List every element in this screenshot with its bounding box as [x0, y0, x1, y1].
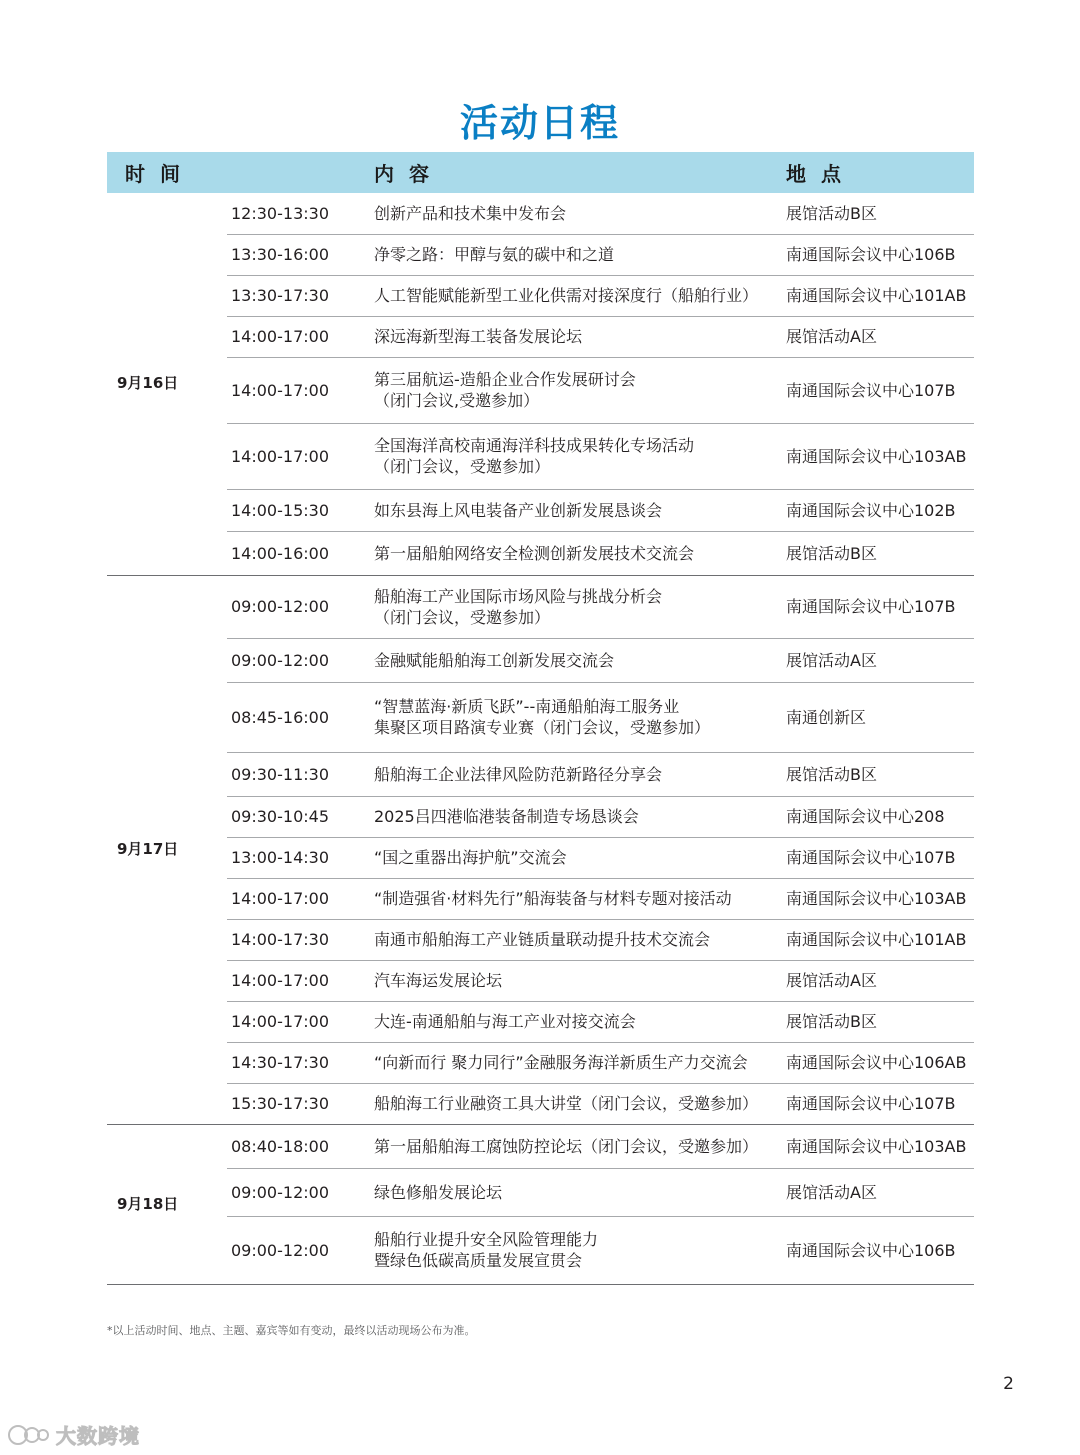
table-row: [107, 489, 974, 531]
content-cell: [362, 1042, 774, 1083]
table-row: [107, 193, 974, 234]
place-cell: 展馆活动A区: [774, 316, 974, 357]
content-cell: [362, 423, 774, 489]
table-row: [107, 1168, 974, 1216]
content-line: 2025吕四港临港装备制造专场恳谈会: [374, 807, 639, 826]
content-cell: [362, 316, 774, 357]
place-cell: 南通国际会议中心102B: [774, 489, 974, 531]
table-row: [107, 796, 974, 837]
content-cell: [362, 1001, 774, 1042]
content-line: （闭门会议，受邀参加）: [374, 607, 551, 627]
watermark-text: 大数跨境: [56, 1424, 140, 1448]
content-line: 南通市船舶海工产业链质量联动提升技术交流会: [374, 930, 711, 949]
content-cell: [362, 796, 774, 837]
table-row: [107, 837, 974, 878]
time-cell: 09:30-11:30: [227, 752, 362, 796]
place-cell: 南通创新区: [774, 682, 974, 752]
content-cell: [362, 275, 774, 316]
time-cell: 09:30-10:45: [227, 796, 362, 837]
time-cell: 09:00-12:00: [227, 638, 362, 682]
place-cell: 南通国际会议中心107B: [774, 575, 974, 638]
place-cell: 展馆活动B区: [774, 193, 974, 234]
time-cell: 13:30-17:30: [227, 275, 362, 316]
place-cell: 展馆活动B区: [774, 1001, 974, 1042]
content-line: “制造强省·材料先行”船海装备与材料专题对接活动: [374, 889, 732, 908]
place-cell: 南通国际会议中心106AB: [774, 1042, 974, 1083]
content-cell: [362, 575, 774, 638]
time-cell: 08:40-18:00: [227, 1124, 362, 1168]
content-line: 船舶海工产业国际市场风险与挑战分析会: [374, 586, 663, 606]
place-cell: 南通国际会议中心103AB: [774, 1124, 974, 1168]
content-cell: [362, 919, 774, 960]
watermark-logo-icon: [6, 1422, 50, 1448]
time-cell: 12:30-13:30: [227, 193, 362, 234]
date-cell: 9月16日: [107, 193, 227, 575]
table-row: [107, 316, 974, 357]
table-row: [107, 423, 974, 489]
time-cell: 14:00-17:00: [227, 878, 362, 919]
content-cell: [362, 682, 774, 752]
content-cell: [362, 960, 774, 1001]
time-cell: 13:00-14:30: [227, 837, 362, 878]
place-cell: 南通国际会议中心103AB: [774, 423, 974, 489]
content-line: “智慧蓝海·新质飞跃”--南通船舶海工服务业: [374, 697, 680, 716]
time-cell: 14:00-17:00: [227, 357, 362, 423]
place-cell: 南通国际会议中心106B: [774, 1216, 974, 1284]
content-line: （闭门会议,受邀参加）: [374, 391, 540, 410]
content-line: 暨绿色低碳高质量发展宣贯会: [374, 1251, 583, 1270]
time-cell: 14:30-17:30: [227, 1042, 362, 1083]
table-row: [107, 357, 974, 423]
table-row: [107, 919, 974, 960]
page-title: 活动日程: [459, 101, 620, 145]
schedule-body: [107, 193, 974, 1284]
table-row: [107, 1216, 974, 1284]
content-cell: [362, 1216, 774, 1284]
content-cell: [362, 234, 774, 275]
table-row: [107, 275, 974, 316]
content-line: 净零之路：甲醇与氨的碳中和之道: [374, 245, 615, 264]
content-cell: [362, 878, 774, 919]
content-cell: [362, 489, 774, 531]
time-cell: 15:30-17:30: [227, 1083, 362, 1124]
content-line: 第一届船舶网络安全检测创新发展技术交流会: [374, 543, 695, 563]
place-cell: 展馆活动A区: [774, 1168, 974, 1216]
content-line: 深远海新型海工装备发展论坛: [374, 327, 583, 346]
table-header-row: [107, 152, 974, 193]
table-row: [107, 1083, 974, 1124]
header-place: 地 点: [774, 152, 974, 193]
place-cell: 展馆活动A区: [774, 960, 974, 1001]
content-line: 人工智能赋能新型工业化供需对接深度行（船舶行业）: [374, 286, 759, 305]
content-line: 创新产品和技术集中发布会: [374, 203, 567, 223]
table-row: [107, 960, 974, 1001]
time-cell: 09:00-12:00: [227, 1168, 362, 1216]
content-cell: [362, 638, 774, 682]
content-cell: [362, 1124, 774, 1168]
time-cell: 13:30-16:00: [227, 234, 362, 275]
place-cell: 南通国际会议中心101AB: [774, 919, 974, 960]
time-cell: 14:00-17:00: [227, 1001, 362, 1042]
watermark: [6, 1420, 140, 1449]
place-cell: 南通国际会议中心208: [774, 796, 974, 837]
content-line: 金融赋能船舶海工创新发展交流会: [374, 650, 615, 670]
content-line: 汽车海运发展论坛: [374, 971, 503, 990]
content-line: （闭门会议，受邀参加）: [374, 457, 551, 476]
table-row: [107, 878, 974, 919]
table-row: [107, 234, 974, 275]
schedule-table: [107, 152, 974, 1285]
time-cell: 14:00-16:00: [227, 531, 362, 575]
header-content: 内 容: [362, 152, 774, 193]
content-line: “国之重器出海护航”交流会: [374, 848, 567, 867]
time-cell: 14:00-17:00: [227, 423, 362, 489]
table-row: [107, 682, 974, 752]
content-line: 船舶海工企业法律风险防范新路径分享会: [374, 764, 663, 784]
place-cell: 展馆活动B区: [774, 752, 974, 796]
place-cell: 南通国际会议中心107B: [774, 837, 974, 878]
place-cell: 展馆活动B区: [774, 531, 974, 575]
table-row: [107, 575, 974, 638]
table-row: [107, 752, 974, 796]
table-row: [107, 531, 974, 575]
footnote: *以上活动时间、地点、主题、嘉宾等如有变动，最终以活动现场公布为准。: [107, 1324, 476, 1337]
time-cell: 14:00-15:30: [227, 489, 362, 531]
content-cell: [362, 752, 774, 796]
content-line: 船舶行业提升安全风险管理能力: [374, 1230, 599, 1249]
content-cell: [362, 357, 774, 423]
time-cell: 14:00-17:00: [227, 316, 362, 357]
content-cell: [362, 193, 774, 234]
content-cell: [362, 1168, 774, 1216]
time-cell: 09:00-12:00: [227, 1216, 362, 1284]
place-cell: 南通国际会议中心101AB: [774, 275, 974, 316]
content-line: 第三届航运-造船企业合作发展研讨会: [374, 370, 636, 389]
table-row: [107, 638, 974, 682]
date-cell: 9月18日: [107, 1124, 227, 1284]
content-line: 船舶海工行业融资工具大讲堂（闭门会议，受邀参加）: [374, 1094, 759, 1113]
content-line: 第一届船舶海工腐蚀防控论坛（闭门会议，受邀参加）: [374, 1136, 759, 1156]
table-row: [107, 1001, 974, 1042]
content-cell: [362, 837, 774, 878]
time-cell: 08:45-16:00: [227, 682, 362, 752]
place-cell: 南通国际会议中心107B: [774, 357, 974, 423]
place-cell: 展馆活动A区: [774, 638, 974, 682]
time-cell: 14:00-17:00: [227, 960, 362, 1001]
time-cell: 09:00-12:00: [227, 575, 362, 638]
content-line: 全国海洋高校南通海洋科技成果转化专场活动: [374, 436, 695, 455]
time-cell: 14:00-17:30: [227, 919, 362, 960]
content-cell: [362, 531, 774, 575]
content-line: “向新而行 聚力同行”金融服务海洋新质生产力交流会: [374, 1053, 748, 1072]
table-row: [107, 1042, 974, 1083]
content-line: 大连-南通船舶与海工产业对接交流会: [374, 1012, 636, 1031]
page-number: 2: [1003, 1374, 1014, 1394]
content-line: 如东县海上风电装备产业创新发展恳谈会: [374, 500, 663, 520]
content-line: 绿色修船发展论坛: [374, 1182, 503, 1202]
content-cell: [362, 1083, 774, 1124]
place-cell: 南通国际会议中心107B: [774, 1083, 974, 1124]
header-time: 时 间: [107, 152, 362, 193]
content-line: 集聚区项目路演专业赛（闭门会议，受邀参加）: [374, 718, 711, 737]
place-cell: 南通国际会议中心106B: [774, 234, 974, 275]
place-cell: 南通国际会议中心103AB: [774, 878, 974, 919]
table-row: [107, 1124, 974, 1168]
date-cell: 9月17日: [107, 575, 227, 1124]
